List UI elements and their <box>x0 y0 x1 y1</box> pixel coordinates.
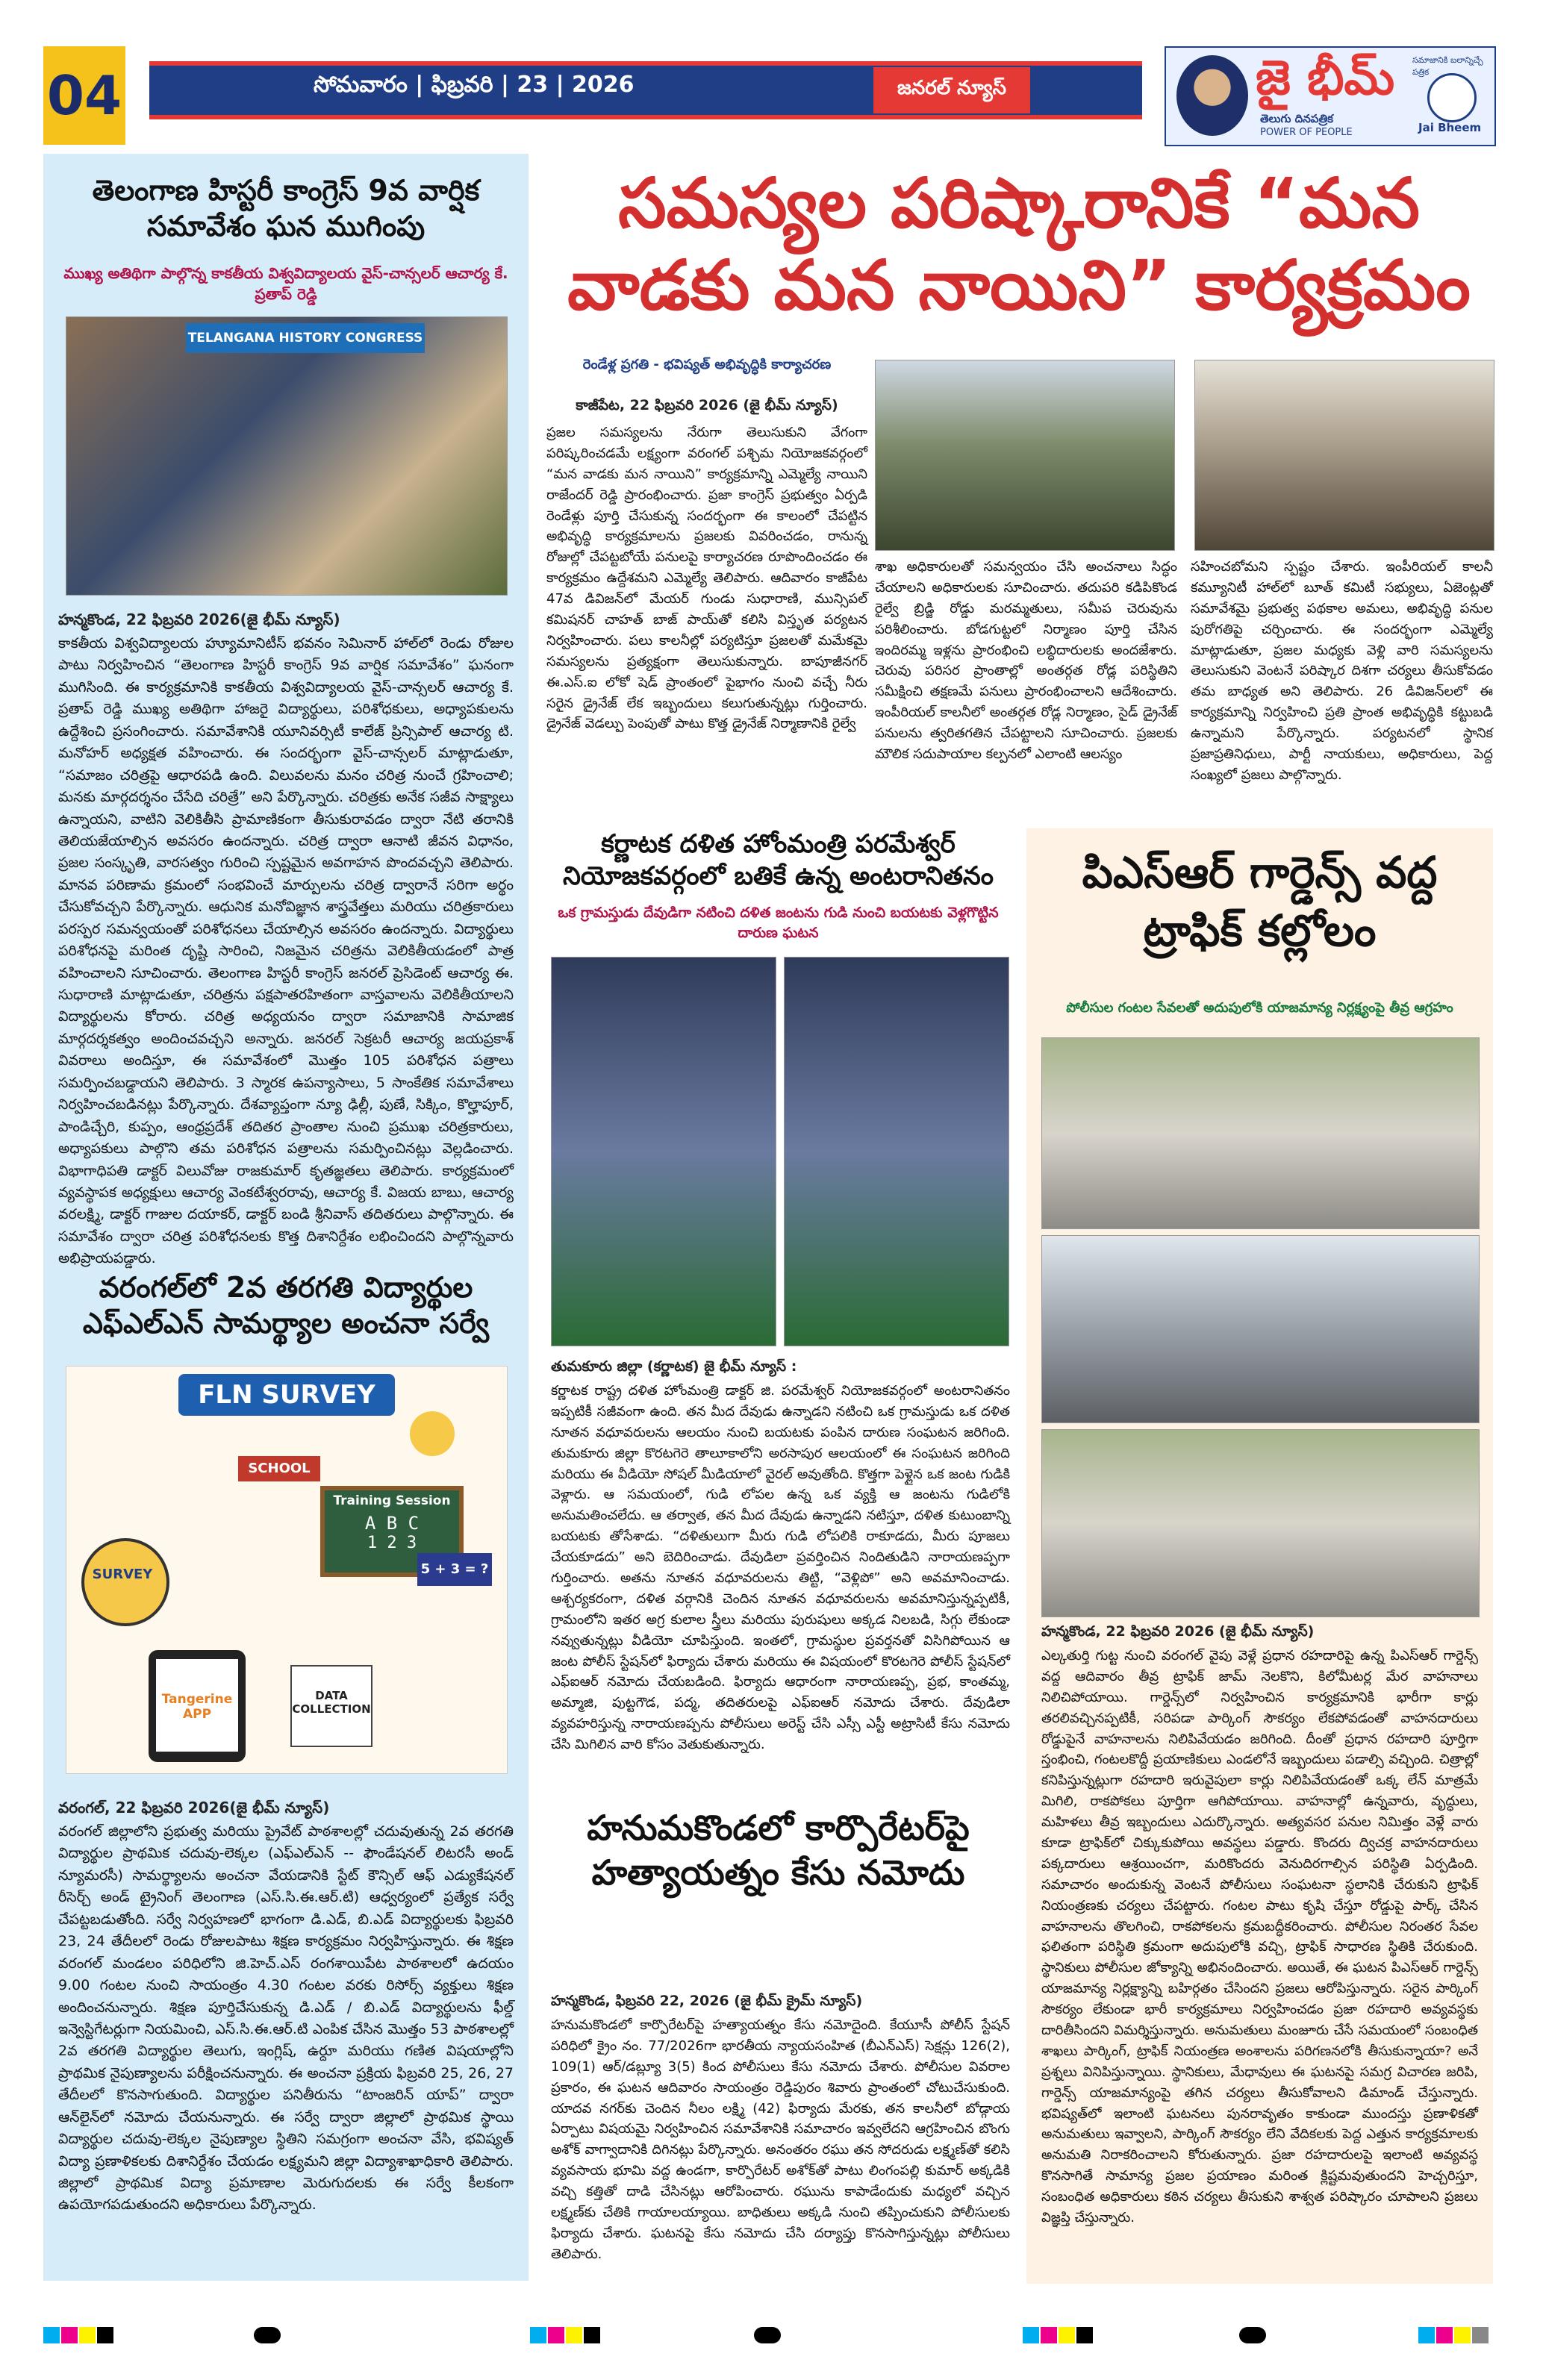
top-story-body-col3: సహించబోమని స్పష్టం చేశారు. ఇంపీరియల్ కాలనీ కమ్యూనిటీ హాల్‌లో బూత్ కమిటీ సభ్యులు, ఏజెంట్లతో సమావేశమై ప్రభుత్వ పథకాల అమలు, అభివృద్ధి పనుల పురోగతిపై చర్చించారు. ఈ సందర్భంగా ఎమ్మెల్యే మాట్లాడుతూ, ప్రజల మధ్యకు వెళ్లి వారి సమస్యలను తెలుసుకుని వెంటనే పరిష్కార దిశగా చర్యలు తీసుకోవడం తమ బాధ్యత అని తెలిపారు. 26 డివిజన్‌లలో ఈ కార్యక్రమాన్ని నిర్వహించి ప్రతి ప్రాంత అభివృద్ధికి కట్టుబడి ఉన్నామని పేర్కొన్నారు. పర్యటనలో స్థానిక ప్రజాప్రతినిధులు, పార్టీ నాయకులు, అధికారులు, పెద్ద సంఖ్యలో ప్రజలు పాల్గొన్నారు. <box>1191 559 1493 783</box>
masthead-subtitle: తెలుగు దినపత్రిక <box>1260 112 1333 125</box>
black-mark <box>97 2327 113 2343</box>
magenta-mark <box>1436 2327 1453 2343</box>
header-rule-bottom <box>149 115 1142 119</box>
top-story-subhead: రెండేళ్ల ప్రగతి - భవిష్యత్ అభివృద్ధికి కార్యాచరణ <box>582 357 832 372</box>
register-oval <box>754 2327 781 2343</box>
black-mark <box>1076 2327 1093 2343</box>
left-story2-dateline: వరంగల్, 22 ఫిబ్రవరి 2026(జై భీమ్ న్యూస్) <box>58 1799 330 1817</box>
magenta-mark <box>61 2327 78 2343</box>
temple-video-still-2 <box>784 957 1009 1346</box>
bottom-story-body: హనుమకొండలో కార్పొరేటర్‌పై హత్యాయత్నం కేసు నమోదైంది. కేయూసీ పోలీస్ స్టేషన్ పరిధిలో క్రైం నం. 77/2026గా భారతీయ న్యాయసంహిత (బీఎన్ఎస్) సెక్షన్లు 126(2), 109(1) ఆర్/డబ్ల్యూ 3(5) కింద పోలీసులు కేసు నమోదు చేశారు. పోలీసుల వివరాల ప్రకారం, ఈ ఘటన ఆదివారం సాయంత్రం రెడ్డిపురం శివారు ప్రాంతంలో చోటుచేసుకుంది. యాదవ నగర్‌కు చెందిన నీలం లక్ష్మి (42) ఫిర్యాదు మేరకు, తన కాలనీలో బోడ్గాయ ఏర్పాటు విషయమై నిర్వహించిన సమావేశానికి సమాచారం ఇవ్వలేదని ఆగ్రహించిన బొంగు అశోక్ వాగ్వాదానికి దిగినట్లు పేర్కొన్నారు. అనంతరం రఘు తన సోదరుడు లక్ష్మణ్‌తో కలిసి వ్యవసాయ భూమి వద్ద ఉండగా, కార్పొరేటర్ అశోక్‌తో పాటు లింగంపల్లి కుమార్ అక్కడికి వచ్చి కత్తితో దాడి చేసినట్లు ఆరోపించారు. రఘును కాపాడేందుకు మధ్యలో వచ్చిన లక్ష్మణ్‌కు చేతికి గాయాలయ్యాయి. బాధితులు అక్కడి నుంచి తప్పించుకుని పోలీసులకు ఫిర్యాదు చేశారు. ఘటనపై కేసు నమోదు చేసి దర్యాప్తు కొనసాగిస్తున్నట్లు పోలీసులు తెలిపారు. <box>551 2017 1010 2262</box>
right-story-headline: పిఎస్ఆర్ గార్డెన్స్ వద్ద ట్రాఫిక్ కల్లోలం <box>1082 847 1438 957</box>
cyan-mark <box>1023 2327 1039 2343</box>
left-story1-body: కాకతీయ విశ్వవిద్యాలయ హ్యూమానిటీస్ భవనం సెమినార్ హాల్‌లో రెండు రోజుల పాటు నిర్వహించిన “తెలంగాణ హిస్టరీ కాంగ్రెస్ 9వ వార్షిక సమావేశం” ఘనంగా ముగిసింది. ఈ కార్యక్రమానికి కాకతీయ విశ్వవిద్యాలయ వైస్-చాన్సలర్ ఆచార్య కే. ప్రతాప్ రెడ్డి ముఖ్య అతిథిగా హాజరై విద్యార్థులు, పరిశోధకులు, అధ్యాపకులను ఉద్దేశించి ప్రసంగించారు. సమావేశానికి యూనివర్సిటీ కాలేజ్ ప్రిన్సిపాల్ ఆచార్య టి. మనోహర్ అధ్యక్షత వహించారు. ఈ సందర్భంగా వైస్-చాన్సలర్ మాట్లాడుతూ, “సమాజం చరిత్రపై ఆధారపడి ఉంది. విలువలను మనం చరిత్ర నుంచే గ్రహించాలి; మనకు మార్గదర్శనం చేసేది చరిత్రే” అని పేర్కొన్నారు. చరిత్రకు అనేక సజీవ సాక్ష్యాలు ఉన్నాయని, వాటిని వెలికితీసి ప్రామాణికంగా తీసుకురావడం ద్వారా నేటి తరానికి తెలియజేయాల్సిన అవసరం ఉందన్నారు. చరిత్ర ద్వారా ఆనాటి జీవన విధానం, ప్రజల సంస్కృతి, వారసత్వం గురించి స్పష్టమైన అవగాహన పొందవచ్చని తెలిపారు. మానవ పరిణామ క్రమంలో సంభవించే మార్పులను చరిత్ర ద్వారానే సరిగా అర్థం చేసుకోవచ్చని పేర్కొన్నారు. ఆధునిక మనోవిజ్ఞాన శాస్త్రవేత్తలు మరియు చరిత్రకారులు పరస్పర సమన్వయంతో పరిశోధనలు చేయాల్సిన అవసరం ఉందన్నారు. విద్యార్థులు పరిశోధనపై మరింత దృష్టి సారించి, నిజమైన చరిత్రను వెలికితీయడంలో పాత్ర వహించాలని సూచించారు. తెలంగాణ హిస్టరీ కాంగ్రెస్ జనరల్ ప్రెసిడెంట్ ఆచార్య ఈ. సుధారాణి మాట్లాడుతూ, చరిత్రను పక్షపాతరహితంగా వాస్తవాలను వెలికితీయాలని విద్యార్థులను కోరారు. చరిత్ర అధ్యయనం ద్వారా సమాజానికి సామాజిక మార్గదర్శకత్వం అందించవచ్చని అన్నారు. జనరల్ సెక్రటరీ ఆచార్య జయప్రకాశ్ వివరాలు అందిస్తూ, ఈ సమావేశంలో మొత్తం 105 పరిశోధన పత్రాలు సమర్పించబడ్డాయని తెలిపారు. 3 స్మారక ఉపన్యాసాలు, 5 సాంకేతిక సమావేశాలు నిర్వహించబడినట్లు పేర్కొన్నారు. దేశవ్యాప్తంగా న్యూ ఢిల్లీ, పుణే, సిక్కిం, కొల్హాపూర్, పాండిచ్చేరి, కుప్పం, ఆంధ్రప్రదేశ్ తదితర ప్రాంతాల నుంచి ప్రముఖ చరిత్రకారులు, అధ్యాపకులు పాల్గొని తమ పరిశోధన పత్రాలను సమర్పించినట్లు వెల్లడించారు. విభాగాధిపతి డాక్టర్ విలువోజు రాజకుమార్ కృతజ్ఞతలు తెలిపారు. కార్యక్రమంలో వ్యవస్థాపక అధ్యక్షులు ఆచార్య వెంకటేశ్వరరావు, ఆచార్య కే. విజయ బాబు, ఆచార్య వరలక్ష్మి, డాక్టర్ గాజుల దయాకర్, డాక్టర్ బండి శ్రీనివాస్ తదితరులు పాల్గొన్నారు. ఈ సమావేశం ద్వారా చరిత్ర పరిశోధనలకు కొత్త దిశానిర్దేశం లభించిందని పాల్గొన్నవారు అభిప్రాయపడ్డారు. <box>58 635 514 1267</box>
cyan-mark <box>530 2327 546 2343</box>
yellow-mark <box>79 2327 96 2343</box>
mid-story-dateline: తుమకూరు జిల్లా (కర్ణాటక) జై భీమ్ న్యూస్ : <box>551 1358 797 1375</box>
school-sign: SCHOOL <box>238 1456 320 1481</box>
survey-magnifier-icon <box>81 1538 169 1626</box>
right-story-body: ఎల్కతుర్తి గుట్ట నుంచి వరంగల్ వైపు వెళ్లే ప్రధాన రహదారిపై ఉన్న పిఎస్ఆర్ గార్డెన్స్ వద్ద ఆదివారం తీవ్ర ట్రాఫిక్ జామ్ నెలకొని, కిలోమీటర్ల మేర వాహనాలు నిలిచిపోయాయి. గార్డెన్స్‌లో నిర్వహించిన కార్యక్రమానికి భారీగా కార్లు తరలివచ్చినప్పటికీ, సరిపడా పార్కింగ్ సౌకర్యం లేకపోవడంతో వాహనదారులు రోడ్డుపైనే వాహనాలను నిలిపివేయడం జరిగింది. దీంతో ప్రధాన రహదారి పూర్తిగా స్తంభించి, గంటలకొద్దీ ప్రయాణికులు ఎండలోనే ఇబ్బందులు పడాల్సి వచ్చింది. చిత్రాల్లో కనిపిస్తున్నట్లుగా రహదారి ఇరువైపులా కార్లు నిలిపివేయడంతో ఒక్క లేన్ మాత్రమే మిగిలి, రాకపోకలు పూర్తిగా ఆగిపోయాయి. వాహనాల్లో ఉన్నవారు, వృద్ధులు, మహిళలు తీవ్ర ఇబ్బందులు ఎదుర్కొన్నారు. అత్యవసర పనుల నిమిత్తం వెళ్లే వారు కూడా ట్రాఫిక్‌లో చిక్కుకుపోయి అవస్థలు పడ్డారు. కొందరు ద్విచక్ర వాహనదారులు పక్కదారులు ఆశ్రయించగా, మరికొందరు వెనుదిరగాల్సిన పరిస్థితి ఏర్పడింది. సమాచారం అందుకున్న వెంటనే పోలీసులు సంఘటనా స్థలానికి చేరుకుని ట్రాఫిక్ నియంత్రణకు చర్యలు చేపట్టారు. గంటల పాటు కృషి చేస్తూ రోడ్డుపై పార్క్ చేసిన వాహనాలను తొలగించి, రాకపోకలను క్రమబద్ధీకరించారు. పోలీసుల నిరంతర సేవల ఫలితంగా పరిస్థితి క్రమంగా అదుపులోకి వచ్చి, ట్రాఫిక్ సాధారణ స్థితికి చేరుకుంది. స్థానికులు పోలీసుల జోక్యాన్ని అభినందించారు. అయితే, ఈ ఘటన పిఎస్ఆర్ గార్డెన్స్ యాజమాన్య నిర్లక్ష్యాన్ని బహిర్గతం చేసిందని ప్రజలు ఆరోపిస్తున్నారు. సరైన పార్కింగ్ సౌకర్యం లేకుండా భారీ కార్యక్రమాలు నిర్వహించడం ప్రజా రహదారి అవ్యవస్థకు దారితీసిందని విమర్శిస్తున్నారు. అనుమతులు మంజూరు చేసే సమయంలో సంబంధిత శాఖలు పార్కింగ్, ట్రాఫిక్ నియంత్రణ అంశాలను పరిగణనలోకి తీసుకున్నాయా? అనే ప్రశ్నలు వినిపిస్తున్నాయి. స్థానికులు, మేధావులు ఈ ఘటనపై సమగ్ర విచారణ జరిపి, గార్డెన్స్ యాజమాన్యంపై తగిన చర్యలు తీసుకోవాలని డిమాండ్ చేస్తున్నారు. భవిష్యత్‌లో ఇలాంటి ఘటనలు పునరావృతం కాకుండా ముందస్తు ప్రణాళికతో అనుమతులు ఇవ్వాలని, పార్కింగ్ సౌకర్యం లేని వేదికలకు పెద్ద ఎత్తున కార్యక్రమాలకు అనుమతి నిరాకరించాలని కోరుతున్నారు. ప్రజా రహదారులపై ఇలాంటి అవ్యవస్థ కొనసాగితే సామాన్య ప్రజల ప్రయాణం మరింత క్లిష్టమవుతుందని హెచ్చరిస్తూ, సంబంధిత అధికారులు కఠిన చర్యలు తీసుకుని శాశ్వత పరిష్కారం చూపాలని ప్రజలు విజ్ఞప్తి చేస్తున్నారు. <box>1041 1648 1478 2226</box>
yellow-mark <box>1454 2327 1471 2343</box>
right-story-dateline: హన్మకొండ, 22 ఫిబ్రవరి 2026 (జై భీమ్ న్యూస్) <box>1041 1623 1315 1640</box>
register-oval <box>254 2327 281 2343</box>
left-story1-dateline: హన్మకొండ, 22 ఫిబ్రవరి 2026(జై భీమ్ న్యూస్) <box>58 610 340 628</box>
mla-meeting-photo-2 <box>1194 360 1494 551</box>
masthead <box>1165 46 1496 146</box>
left-story1-headline: తెలంగాణ హిస్టరీ కాంగ్రెస్ 9వ వార్షిక సమావేశం ఘన ముగింపు <box>92 174 480 243</box>
history-congress-photo <box>66 316 508 596</box>
traffic-photo-1 <box>1041 1037 1480 1229</box>
gray-mark <box>1472 2327 1489 2343</box>
fln-survey-banner: FLN SURVEY <box>178 1374 395 1416</box>
sun-icon <box>410 1411 455 1456</box>
left-story1-subhead: ముఖ్య అతిథిగా పాల్గొన్న కాకతీయ విశ్వవిద్యాలయ వైస్-చాన్సలర్ ఆచార్య కే. ప్రతాప్ రెడ్డి <box>63 264 508 303</box>
bottom-story-headline: హనుమకొండలో కార్పొరేటర్‌పై హత్యాయత్నం కేసు నమోదు <box>587 1808 970 1893</box>
training-session-label: Training Session <box>333 1493 451 1508</box>
black-mark <box>584 2327 600 2343</box>
page-number: 04 <box>43 46 125 145</box>
yellow-mark <box>1059 2327 1075 2343</box>
board-numbers: 1 2 3 <box>367 1534 417 1552</box>
traffic-photo-2 <box>1041 1235 1480 1423</box>
masthead-tagline: POWER OF PEOPLE <box>1260 127 1353 138</box>
masthead-logo <box>1427 73 1477 122</box>
mid-story-body: కర్ణాటక రాష్ట్ర దళిత హోంమంత్రి డాక్టర్ జి. పరమేశ్వర్ నియోజకవర్గంలో అంటరానితనం ఇప్పటికీ సజీవంగా ఉంది. తన మీద దేవుడు ఉన్నాడని నటించి ఒక గ్రామస్తుడు ఒక దళిత నూతన వధూవరులను ఆలయం నుంచి బయటకు పంపిన దారుణ సంఘటన జరిగింది. తుమకూరు జిల్లా కొరటగెరె తాలూకాలోని అరసాపుర ఆలయంలో ఈ సంఘటన జరిగింది మరియు ఈ వీడియో సోషల్ మీడియాలో వైరల్ అవుతోంది. కొత్తగా పెళ్లైన ఒక జంట గుడికి వెళ్లారు. ఆ సమయంలో, గుడి లోపల ఉన్న ఒక వ్యక్తి ఆ జంటను గుడిలోకి అనుమతించలేదు. ఆ తర్వాత, తన మీద దేవుడు ఉన్నాడని నటిస్తూ, దళిత కుటుంబాన్ని బయటకు తోసేశాడు. “దళితులుగా మీరు గుడి లోపలికి రాకూడదు, మీరు పూజలు చేయకూడదు” అని బెదిరించాడు. దేవుడిలా ప్రవర్తించిన నిందితుడిని నారాయణప్పగా గుర్తించారు. అతను నూతన వధూవరులను తిట్టి, “వెళ్లిపో” అని అవమానించాడు. ఆశ్చర్యకరంగా, దళిత వర్గానికి చెందిన నూతన వధూవరులను అవమానిస్తున్నప్పటికీ, గ్రామంలోని ఇతర అగ్ర కులాల స్త్రీలు మరియు పురుషులు అక్కడ నిలబడి, సిగ్గు లేకుండా నవ్వుతున్నట్లు వీడియో చూపిస్తుంది. ఇంతలో, గ్రామస్థుల ప్రవర్తనతో విసిగిపోయిన ఆ జంట పోలీస్ స్టేషన్‌లో ఫిర్యాదు చేశారు మరియు ఈ విషయంలో కొరటగెరె పోలీస్ స్టేషన్‌లో ఎఫ్ఐఆర్ నమోదు చేయబడింది. ఫిర్యాదు ఆధారంగా నారాయణప్ప, ప్రభ, కాంతమ్మ, అమ్మాజి, పుట్టగౌడ, పద్మ, తదితరులపై ఎఫ్ఐఆర్ నమోదు చేశారు. దేవుడిలా వ్యవహరిస్తున్న నారాయణప్పను పోలీసులు అరెస్ట్ చేసి ఎస్సీ ఎస్టీ అట్రాసిటీ కేసు నమోదు చేసి మిగిలిన వారి కోసం వెతుకుతున్నారు. <box>551 1383 1010 1753</box>
mid-story-headline: కర్ణాటక దళిత హోంమంత్రి పరమేశ్వర్ నియోజకవర్గంలో బతికే ఉన్న అంటరానితనం <box>562 829 994 891</box>
top-story-dateline: కాజీపేట, 22 ఫిబ్రవరి 2026 (జై భీమ్ న్యూస్) <box>576 397 838 413</box>
masthead-logo-text: Jai Bheem <box>1418 121 1482 134</box>
data-collection-clipboard: DATA COLLECTION <box>290 1665 372 1747</box>
register-oval <box>1239 2327 1266 2343</box>
temple-video-still-1 <box>551 957 776 1346</box>
mid-story-subhead: ఒక గ్రామస్తుడు దేవుడిగా నటించి దళిత జంటను గుడి నుంచి బయటకు వెళ్లగొట్టిన దారుణ ఘటన <box>558 905 999 941</box>
survey-label: SURVEY <box>92 1567 153 1582</box>
tablet-icon <box>149 1650 246 1762</box>
fln-survey-illustration <box>66 1366 508 1774</box>
top-story-body-col1: ప్రజల సమస్యలను నేరుగా తెలుసుకుని వేగంగా పరిష్కరించడమే లక్ష్యంగా వరంగల్ పశ్చిమ నియోజకవర్గంలో “మన వాడకు మన నాయిని” కార్యక్రమాన్ని ఎమ్మెల్యే నాయిని రాజేందర్ రెడ్డి ప్రారంభించారు. ప్రజా కాంగ్రెస్ ప్రభుత్వం ఏర్పడి రెండేళ్లు పూర్తి చేసుకున్న సందర్భంగా ఈ కాలంలో చేపట్టిన అభివృద్ధి కార్యక్రమాలను ప్రజలకు వివరించడం, రానున్న రోజుల్లో చేపట్టబోయే పనులపై కార్యాచరణ రూపొందించడం ఈ కార్యక్రమం ఉద్దేశమని ఎమ్మెల్యే తెలిపారు. ఆదివారం కాజీపేట 47వ డివిజన్‌లో మేయర్ గుండు సుధారాణి, మున్సిపల్ కమిషనర్ చాహత్ బాజ్ పాయ్‌తో కలిసి విస్తృత పర్యటన నిర్వహించారు. పలు కాలనీల్లో పర్యటిస్తూ ప్రజలతో మమేకమై సమస్యలను ప్రత్యక్షంగా తెలుసుకున్నారు. బాపూజీనగర్ ఈ.ఎస్.ఐ లోకో షెడ్ ప్రాంతంలో పైభాగం నుంచి వచ్చే నీరు సరైన డ్రైనేజ్ లేక ఇబ్బందులు కలుగుతున్నట్లు గుర్తించారు. డ్రైనేజ్ వెడల్పు పెంపుతో పాటు కొత్త డ్రైనేజ్ నిర్మాణానికి రైల్వే <box>546 425 867 732</box>
top-story-headline: సమస్యల పరిష్కారానికే “మన వాడకు మన నాయిని” కార్యక్రమం <box>567 163 1471 326</box>
board-letters: A B C <box>364 1513 420 1534</box>
masthead-title: జై భీమ్ <box>1256 51 1395 106</box>
math-board: 5 + 3 = ? <box>417 1553 492 1586</box>
issue-date: సోమవారం | ఫిబ్రవరి | 23 | 2026 <box>314 72 635 98</box>
magenta-mark <box>1041 2327 1057 2343</box>
bottom-story-dateline: హన్మకొండ, ఫిబ్రవరి 22, 2026 (జై భీమ్ క్రైమ్ న్యూస్) <box>551 1993 863 2009</box>
mla-visit-photo-1 <box>875 360 1175 551</box>
top-story-body-col2: శాఖ అధికారులతో సమన్వయం చేసి అంచనాలు సిద్ధం చేయాలని అధికారులకు సూచించారు. తదుపరి కడిపికొండ రైల్వే బ్రిడ్జి రోడ్డు మరమ్మతులు, సమీప చెరువును పరిశీలించారు. బోడగుట్టలో నిర్మాణం పూర్తి చేసిన ఇందిరమ్మ ఇళ్లను ప్రారంభించి లబ్ధిదారులకు అందజేశారు. చెరువు పరిసర ప్రాంతాల్లో అంతర్గత రోడ్ల పరిస్థితిని సమీక్షించి తక్షణమే పనులు ప్రారంభించాలని ఆదేశించారు. ఇంపీరియల్ కాలనీలో అంతర్గత రోడ్ల నిర్మాణం, సైడ్ డ్రైనేజ్ పనులను త్వరితగతిన చేపట్టాలని సూచించారు. ప్రజలకు మౌలిక సదుపాయాల కల్పనలో ఎలాంటి ఆలస్యం <box>875 559 1177 763</box>
left-story2-headline: వరంగల్‌లో 2వ తరగతి విద్యార్థుల ఎఫ్‌ఎల్‌ఎన్ సామర్థ్యాల అంచనా సర్వే <box>82 1271 490 1340</box>
traffic-photo-3 <box>1041 1429 1480 1617</box>
yellow-mark <box>566 2327 582 2343</box>
masthead-side-text: సమాజానికి బలాన్నిచ్చే పత్రిక <box>1412 55 1483 77</box>
magenta-mark <box>548 2327 564 2343</box>
right-story-subhead: పోలీసుల గంటల సేవలతో అదుపులోకి యాజమాన్య నిర్లక్ష్యంపై తీవ్ర ఆగ్రహం <box>1066 1000 1453 1016</box>
cyan-mark <box>43 2327 60 2343</box>
cyan-mark <box>1418 2327 1435 2343</box>
photo-banner: TELANGANA HISTORY CONGRESS <box>186 323 425 353</box>
left-story2-body: వరంగల్ జిల్లాలోని ప్రభుత్వ మరియు ప్రైవేట్ పాఠశాలల్లో చదువుతున్న 2వ తరగతి విద్యార్థుల ప్రాథమిక చదువు-లెక్కల (ఎఫ్‌ఎల్‌ఎన్ -- ఫౌండేషనల్ లిటరసీ అండ్ న్యూమరసీ) సామర్థ్యాలను అంచనా వేయడానికి స్టేట్ కౌన్సిల్ ఆఫ్ ఎడ్యుకేషనల్ రీసెర్చ్ అండ్ ట్రైనింగ్ తెలంగాణ (ఎస్.సి.ఈ.ఆర్.టి) ఆధ్వర్యంలో ప్రత్యేక సర్వే చేపట్టబడుతోంది. సర్వే నిర్వహణలో భాగంగా డి.ఎడ్, బి.ఎడ్ విద్యార్థులకు ఫిబ్రవరి 23, 24 తేదీలలో రెండు రోజులపాటు శిక్షణ కార్యక్రమం నిర్వహిస్తున్నారు. ఈ శిక్షణ వరంగల్ మండలం పరిధిలోని జి.హెచ్.ఎస్ రంగశాయిపేట పాఠశాలలో ఉదయం 9.00 గంటల నుంచి సాయంత్రం 4.30 గంటల వరకు రిసోర్స్ వ్యక్తులు శిక్షణ అందించనున్నారు. శిక్షణ పూర్తిచేసుకున్న డి.ఎడ్ / బి.ఎడ్ విద్యార్థులను ఫీల్డ్ ఇన్వెస్టిగేటర్లుగా నియమించి, ఎస్.సి.ఈ.ఆర్.టి ఎంపిక చేసిన మొత్తం 53 పాఠశాలల్లో 2వ తరగతి విద్యార్థుల తెలుగు, ఇంగ్లిష్, ఉర్దూ మరియు గణిత విషయాల్లోని ప్రాథమిక నైపుణ్యాలను పరీక్షించనున్నారు. ఈ అంచనా ప్రక్రియ ఫిబ్రవరి 25, 26, 27 తేదీలలో కొనసాగుతుంది. విద్యార్థుల పనితీరును “టాంజరిన్ యాప్” ద్వారా ఆన్‌లైన్‌లో నమోదు చేయనున్నారు. ఈ సర్వే ద్వారా జిల్లాలో ప్రాథమిక స్థాయి విద్యార్థుల చదువు-లెక్కల నైపుణ్యాల స్థితిని సమగ్రంగా అంచనా వేసి, భవిష్యత్ విద్యా ప్రణాళికలకు దిశానిర్దేశం చేయడం లక్ష్యమని జిల్లా విద్యాశాఖాధికారి తెలిపారు. జిల్లాలో ప్రాథమిక విద్యా ప్రమాణాల మెరుగుదలకు ఈ సర్వే కీలకంగా ఉపయోగపడుతుందని అధికారులు పేర్కొన్నారు. <box>58 1823 514 2214</box>
section-label: జనరల్ న్యూస్ <box>873 67 1030 113</box>
tangerine-app-label: Tangerine APP <box>156 1659 238 1752</box>
ambedkar-portrait <box>1176 55 1248 136</box>
